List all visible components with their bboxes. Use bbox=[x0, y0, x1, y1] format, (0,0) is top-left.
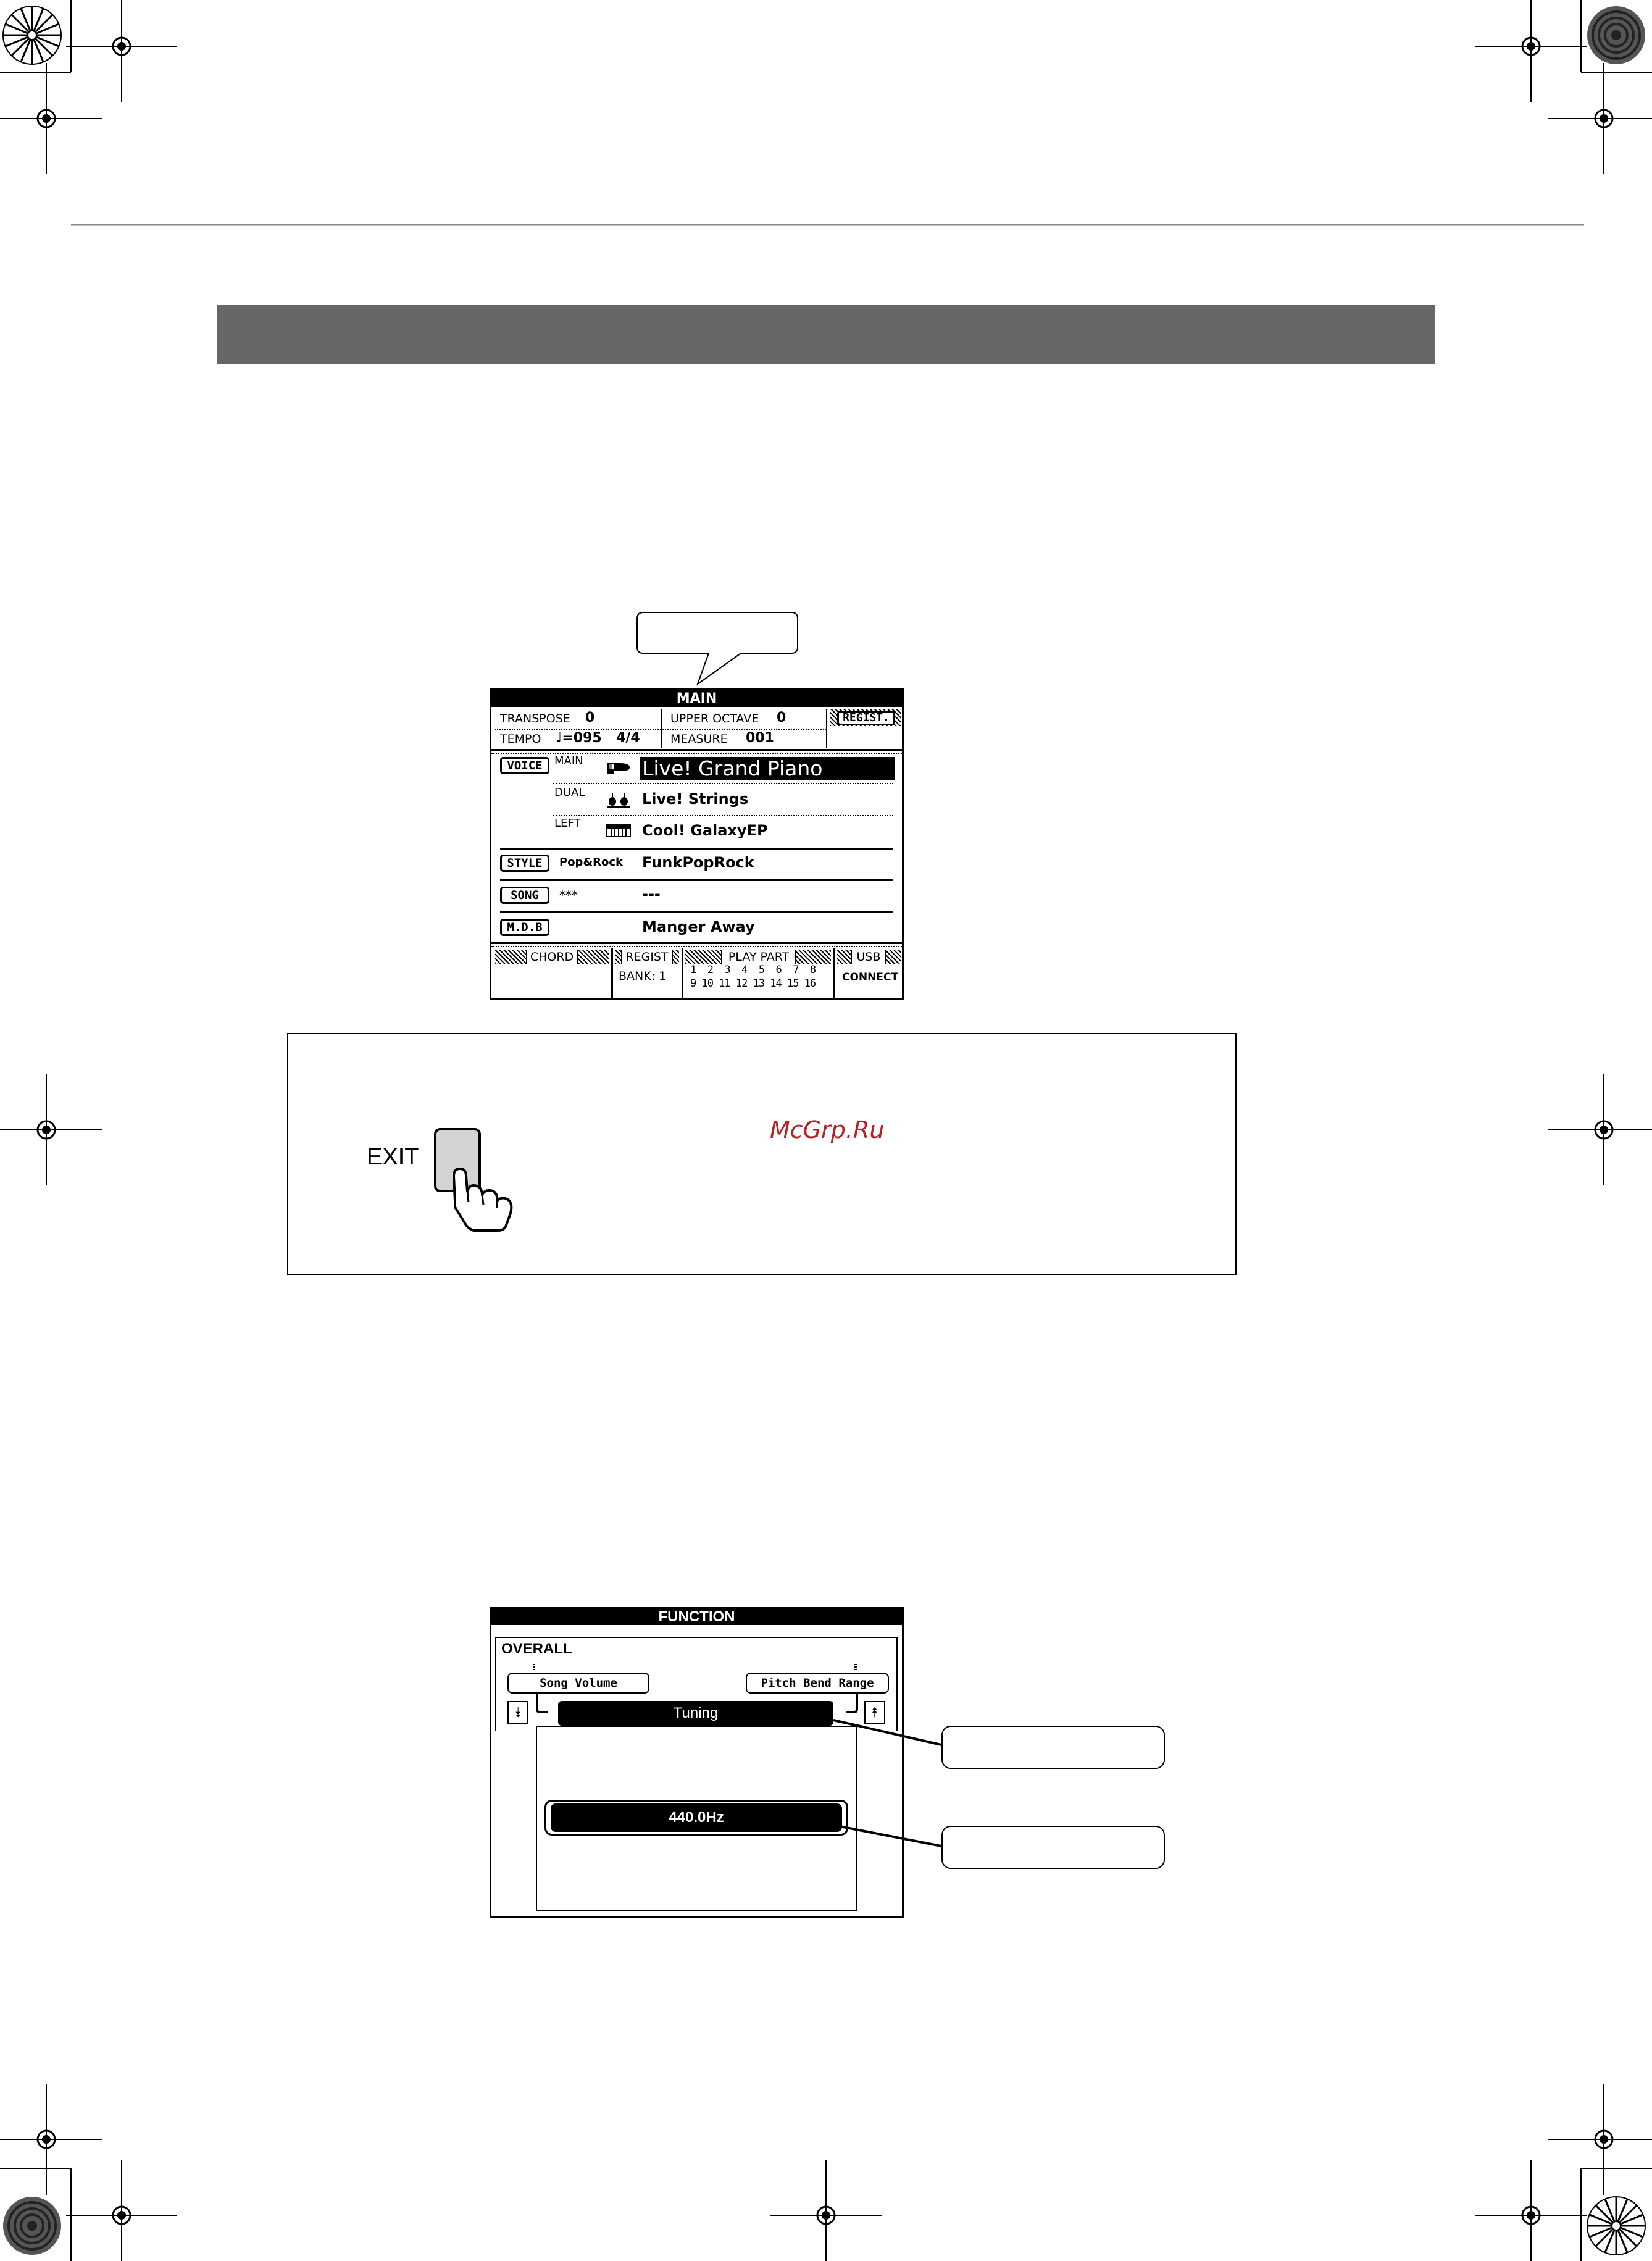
bank-text: BANK: 1 bbox=[619, 969, 667, 983]
keyboard-icon bbox=[606, 824, 631, 837]
left-menu-item[interactable]: Song Volume bbox=[507, 1673, 649, 1694]
tempo-label: TEMPO bbox=[500, 732, 541, 746]
watermark-text: McGrp.Ru bbox=[770, 1116, 885, 1143]
usb-label: USB bbox=[851, 950, 886, 964]
parts-row1: 1 2 3 4 5 6 7 8 bbox=[690, 964, 816, 976]
scroll-down-button[interactable]: ⯯ bbox=[507, 1701, 528, 1724]
section-header-bar bbox=[217, 305, 1435, 364]
right-menu-item[interactable]: Pitch Bend Range bbox=[746, 1673, 889, 1694]
left-voice-name: Cool! GalaxyEP bbox=[642, 822, 768, 839]
function-callouts bbox=[827, 1716, 1173, 1877]
main-label: MAIN bbox=[554, 754, 583, 767]
transpose-value: 0 bbox=[585, 710, 595, 725]
strings-icon bbox=[606, 792, 631, 808]
measure-value: 001 bbox=[746, 730, 774, 746]
regist-tag: REGIST. bbox=[837, 711, 895, 725]
regist-label: REGIST bbox=[621, 950, 673, 964]
mdb-tag: M.D.B bbox=[500, 919, 549, 936]
dual-voice-name: Live! Strings bbox=[642, 790, 749, 808]
function-display-title: FUNCTION bbox=[491, 1608, 902, 1625]
chord-label: CHORD bbox=[526, 950, 578, 964]
style-name: FunkPopRock bbox=[642, 854, 754, 871]
style-tag: STYLE bbox=[500, 855, 549, 872]
style-category: Pop&Rock bbox=[559, 856, 624, 869]
exit-label: EXIT bbox=[367, 1144, 419, 1170]
mdb-name: Manger Away bbox=[642, 918, 755, 935]
exit-button-press-icon bbox=[430, 1127, 529, 1232]
song-name: --- bbox=[642, 885, 661, 903]
play-part-label: PLAY PART bbox=[721, 950, 796, 964]
time-signature: 4/4 bbox=[616, 730, 640, 746]
upper-octave-value: 0 bbox=[777, 710, 786, 725]
voice-tag: VOICE bbox=[500, 757, 549, 774]
dual-label: DUAL bbox=[554, 786, 585, 799]
main-callout bbox=[636, 611, 803, 688]
exit-note-box bbox=[287, 1033, 1237, 1275]
main-display-title: MAIN bbox=[491, 690, 902, 707]
left-label: LEFT bbox=[554, 817, 581, 830]
measure-label: MEASURE bbox=[670, 732, 728, 746]
main-display bbox=[490, 688, 904, 1000]
parts-row2: 9 10 11 12 13 14 15 16 bbox=[690, 977, 816, 990]
song-category: *** bbox=[559, 888, 578, 903]
current-item-tuning[interactable]: Tuning bbox=[558, 1701, 833, 1726]
song-tag: SONG bbox=[500, 887, 549, 904]
piano-icon bbox=[606, 762, 631, 775]
scroll-up-button[interactable]: ⯭ bbox=[864, 1701, 885, 1724]
transpose-label: TRANSPOSE bbox=[500, 712, 570, 725]
upper-octave-label: UPPER OCTAVE bbox=[670, 712, 759, 725]
connect-text: CONNECT bbox=[842, 971, 899, 984]
tuning-value[interactable]: 440.0Hz bbox=[551, 1803, 842, 1832]
tempo-value: ♩=095 bbox=[556, 730, 602, 746]
main-voice-name: Live! Grand Piano bbox=[640, 757, 895, 780]
overall-label: OVERALL bbox=[501, 1640, 572, 1657]
